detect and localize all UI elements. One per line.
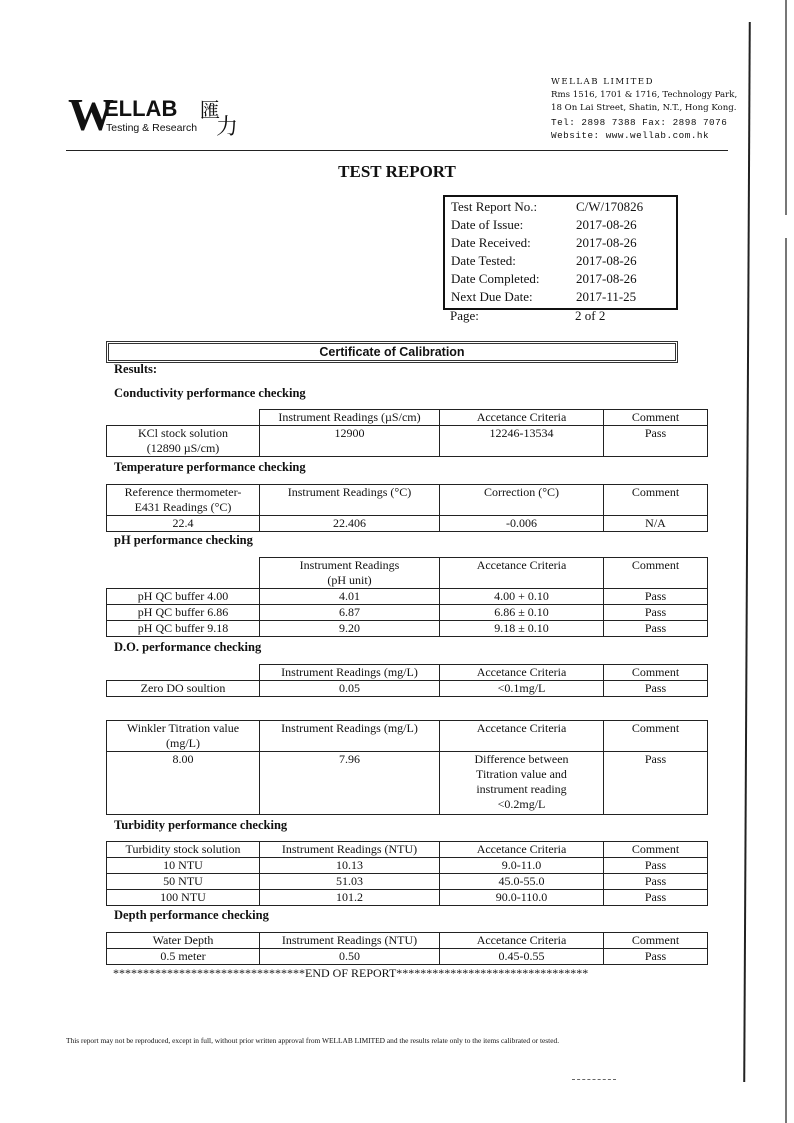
table-row [107, 752, 708, 815]
scan-edge-line [785, 0, 787, 215]
table-header: Accetance Criteria [440, 665, 604, 681]
table-header-row [107, 842, 708, 858]
table-cell: pH QC buffer 4.00 [107, 589, 260, 605]
company-logo [68, 89, 239, 140]
header-divider [66, 150, 728, 151]
scan-edge-line [785, 238, 787, 1123]
page-value: 2 of 2 [575, 308, 606, 323]
sample-name: KCl stock solution [137, 426, 228, 440]
table-header: Instrument Readings (µS/cm) [260, 410, 440, 426]
logo-brand: ELLAB [104, 96, 178, 121]
table-cell: 22.4 [107, 516, 260, 532]
table-header [260, 558, 440, 589]
table-header-row [107, 485, 708, 516]
table-header [107, 721, 260, 752]
info-row [451, 288, 636, 306]
table-cell: N/A [604, 516, 708, 532]
company-address-2: 18 On Lai Street, Shatin, N.T., Hong Kong. [551, 103, 737, 114]
header-line: (mg/L) [166, 736, 200, 750]
table-header: Accetance Criteria [440, 721, 604, 752]
info-value: 2017-08-26 [576, 217, 637, 232]
company-address-block [551, 76, 737, 142]
logo-tagline: Testing & Research [106, 122, 198, 134]
table-row [107, 605, 708, 621]
table-header: Instrument Readings (NTU) [260, 842, 440, 858]
table-cell: 51.03 [260, 874, 440, 890]
table-header: Comment [604, 933, 708, 949]
section-heading-ph: pH performance checking [114, 533, 253, 547]
company-name: WELLAB LIMITED [551, 77, 654, 87]
table-header: Comment [604, 410, 708, 426]
report-info-box [443, 195, 678, 310]
info-label: Next Due Date: [451, 289, 533, 304]
table-header: Comment [604, 485, 708, 516]
table-header-row [107, 933, 708, 949]
table-cell: 4.01 [260, 589, 440, 605]
table-cell: Pass [604, 874, 708, 890]
turbidity-table [106, 841, 708, 906]
info-label: Test Report No.: [451, 199, 538, 214]
table-cell: Pass [604, 858, 708, 874]
table-cell: 6.87 [260, 605, 440, 621]
table-cell: 0.5 meter [107, 949, 260, 965]
info-value: 2017-08-26 [576, 235, 637, 250]
table-header-row [107, 721, 708, 752]
table-header: Instrument Readings (NTU) [260, 933, 440, 949]
criteria-line: <0.2mg/L [497, 797, 546, 811]
info-value: 2017-08-26 [576, 253, 637, 268]
criteria-line: Difference between [474, 752, 569, 766]
section-heading-temperature: Temperature performance checking [114, 460, 306, 474]
table-cell: 22.406 [260, 516, 440, 532]
table-cell: 7.96 [260, 752, 440, 815]
header-line: E431 Readings (°C) [134, 500, 232, 514]
table-cell: 10 NTU [107, 858, 260, 874]
logo-chinese-2: 力 [216, 114, 239, 139]
table-cell: Pass [604, 621, 708, 637]
section-heading-conductivity: Conductivity performance checking [114, 386, 306, 400]
table-row [107, 874, 708, 890]
certificate-banner: Certificate of Calibration [106, 341, 678, 363]
table-header: Accetance Criteria [440, 842, 604, 858]
logo-w-glyph: W [68, 89, 112, 140]
table-header [107, 558, 260, 589]
table-header-row [107, 558, 708, 589]
table-cell: Pass [604, 681, 708, 697]
table-row [107, 426, 708, 457]
table-header: Turbidity stock solution [107, 842, 260, 858]
table-row [107, 589, 708, 605]
table-cell: Pass [604, 949, 708, 965]
table-cell: 101.2 [260, 890, 440, 906]
table-cell: 0.50 [260, 949, 440, 965]
table-cell: 12246-13534 [440, 426, 604, 457]
winkler-table [106, 720, 708, 815]
depth-table [106, 932, 708, 965]
table-row [107, 516, 708, 532]
table-cell: 9.0-11.0 [440, 858, 604, 874]
table-header: Comment [604, 842, 708, 858]
info-row [451, 234, 637, 252]
table-cell: Zero DO soultion [107, 681, 260, 697]
end-of-report: ********************************END OF REPORT******************************** [113, 966, 589, 980]
table-header [107, 665, 260, 681]
table-header: Instrument Readings (mg/L) [260, 721, 440, 752]
info-value: 2017-11-25 [576, 289, 637, 304]
temperature-table [106, 484, 708, 532]
table-cell: 6.86 ± 0.10 [440, 605, 604, 621]
table-header [107, 485, 260, 516]
table-header: Comment [604, 665, 708, 681]
table-cell: 12900 [260, 426, 440, 457]
header-line: (pH unit) [327, 573, 372, 587]
table-cell: Pass [604, 426, 708, 457]
table-cell: pH QC buffer 6.86 [107, 605, 260, 621]
footer-mark [572, 1079, 616, 1080]
table-row [107, 890, 708, 906]
results-label: Results: [114, 362, 158, 376]
logo-chinese-1: 匯 [200, 100, 220, 122]
table-cell: 90.0-110.0 [440, 890, 604, 906]
table-header: Water Depth [107, 933, 260, 949]
conductivity-table [106, 409, 708, 457]
section-heading-depth: Depth performance checking [114, 908, 269, 922]
footer-disclaimer: This report may not be reproduced, except in full, without prior written approval from WELLAB LIMITED and the results relate only to the items calibrated or tested. [66, 1036, 560, 1045]
info-value: 2017-08-26 [576, 271, 637, 286]
header-line: Instrument Readings [299, 558, 400, 572]
table-cell: 100 NTU [107, 890, 260, 906]
table-cell: <0.1mg/L [440, 681, 604, 697]
header-line: Reference thermometer- [124, 485, 242, 499]
table-cell: Pass [604, 605, 708, 621]
page-label: Page: [450, 308, 479, 323]
info-label: Date Received: [451, 235, 531, 250]
table-header: Accetance Criteria [440, 558, 604, 589]
info-value: C/W/170826 [576, 199, 644, 214]
page-number [450, 308, 605, 324]
table-cell: Pass [604, 752, 708, 815]
table-row [107, 949, 708, 965]
table-header-row [107, 410, 708, 426]
table-row [107, 621, 708, 637]
table-cell: 9.20 [260, 621, 440, 637]
info-row [451, 252, 637, 270]
table-header: Correction (°C) [440, 485, 604, 516]
table-row [107, 681, 708, 697]
info-row [451, 198, 643, 216]
do-table [106, 664, 708, 697]
table-header: Instrument Readings (°C) [260, 485, 440, 516]
company-website: Website: www.wellab.com.hk [551, 129, 710, 141]
table-cell: 50 NTU [107, 874, 260, 890]
table-cell: 10.13 [260, 858, 440, 874]
table-cell: Pass [604, 589, 708, 605]
table-header: Comment [604, 558, 708, 589]
table-cell: 8.00 [107, 752, 260, 815]
table-cell: 0.45-0.55 [440, 949, 604, 965]
table-header: Accetance Criteria [440, 410, 604, 426]
company-address-1: Rms 1516, 1701 & 1716, Technology Park, [551, 90, 738, 101]
criteria-line: instrument reading [476, 782, 567, 796]
table-header: Accetance Criteria [440, 933, 604, 949]
table-cell [107, 426, 260, 457]
table-cell: 4.00 + 0.10 [440, 589, 604, 605]
header-line: Winkler Titration value [126, 721, 240, 735]
table-cell: Pass [604, 890, 708, 906]
section-heading-turbidity: Turbidity performance checking [114, 818, 288, 832]
info-label: Date Tested: [451, 253, 516, 268]
info-label: Date of Issue: [451, 217, 524, 232]
table-cell [440, 752, 604, 815]
page-title: TEST REPORT [338, 162, 456, 181]
table-row [107, 858, 708, 874]
info-row [451, 216, 637, 234]
section-heading-do: D.O. performance checking [114, 640, 262, 654]
table-cell: 0.05 [260, 681, 440, 697]
criteria-line: Titration value and [476, 767, 567, 781]
table-cell: pH QC buffer 9.18 [107, 621, 260, 637]
table-cell: 9.18 ± 0.10 [440, 621, 604, 637]
table-cell: 45.0-55.0 [440, 874, 604, 890]
sample-spec: (12890 µS/cm) [146, 441, 220, 455]
info-row [451, 270, 637, 288]
table-header: Comment [604, 721, 708, 752]
table-header: Instrument Readings (mg/L) [260, 665, 440, 681]
table-header [107, 410, 260, 426]
info-label: Date Completed: [451, 271, 540, 286]
table-cell: -0.006 [440, 516, 604, 532]
ph-table [106, 557, 708, 637]
table-header-row [107, 665, 708, 681]
company-phone: Tel: 2898 7388 Fax: 2898 7076 [551, 116, 728, 128]
